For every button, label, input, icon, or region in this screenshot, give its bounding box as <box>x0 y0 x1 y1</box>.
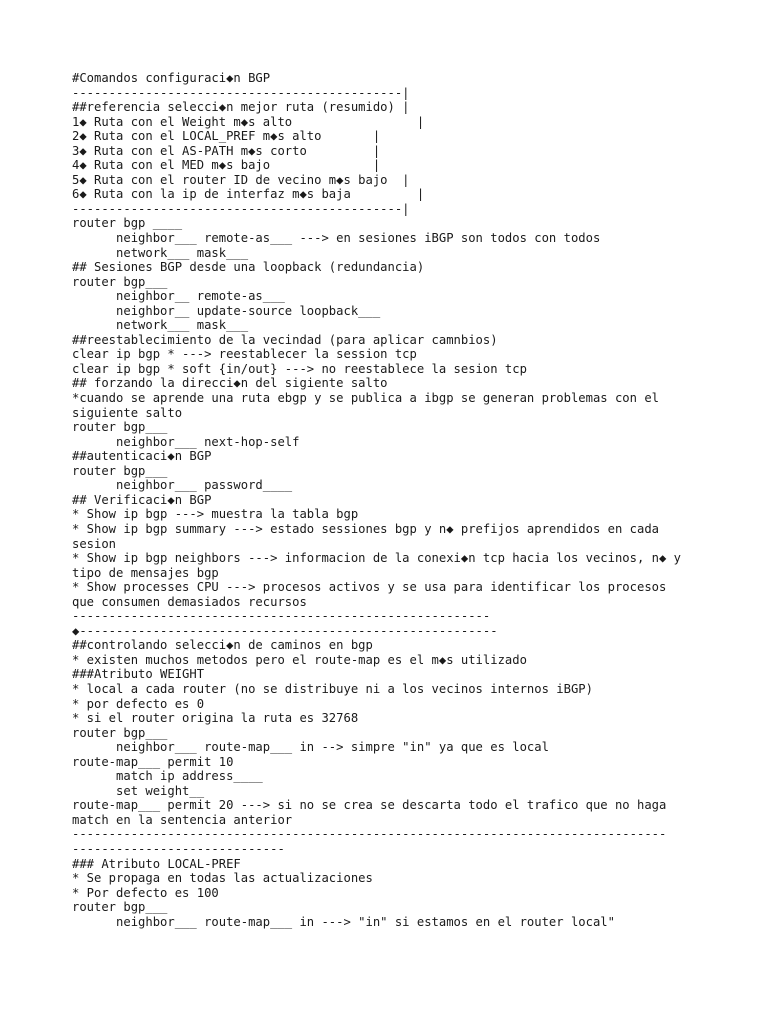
text-line: * Por defecto es 100 <box>72 885 219 900</box>
text-line: clear ip bgp * soft {in/out} ---> no reestablece la sesion tcp <box>72 361 527 376</box>
text-line: match ip address____ <box>72 769 263 784</box>
text-line: neighbor___ next-hop-self <box>72 434 300 449</box>
text-line: match en la sentencia anterior <box>72 812 293 827</box>
text-line: * Se propaga en todas las actualizaciones <box>72 871 373 886</box>
text-line: ## forzando la direcci◆n del sigiente salto <box>72 376 388 391</box>
text-line: clear ip bgp * ---> reestablecer la session tcp <box>72 347 417 362</box>
text-line: router bgp___ <box>72 900 168 915</box>
text-line: * Show processes CPU ---> procesos activos y se usa para identificar los procesos <box>72 580 667 595</box>
text-line: ### Atributo LOCAL-PREF <box>72 856 241 871</box>
text-line: network___ mask___ <box>72 245 249 260</box>
text-line: * si el router origina la ruta es 32768 <box>72 711 359 726</box>
text-line: router bgp___ <box>72 274 168 289</box>
text-line: 5◆ Ruta con el router ID de vecino m◆s bajo | <box>72 172 410 187</box>
text-line: ## Verificaci◆n BGP <box>72 492 212 507</box>
text-line: sesion <box>72 536 117 551</box>
text-line: 3◆ Ruta con el AS-PATH m◆s corto | <box>72 143 381 158</box>
text-line: router bgp ____ <box>72 216 183 231</box>
text-line: ##reestablecimiento de la vecindad (para aplicar camnbios) <box>72 332 498 347</box>
text-line: router bgp___ <box>72 463 168 478</box>
text-line: 1◆ Ruta con el Weight m◆s alto | <box>72 114 425 129</box>
text-line: ## Sesiones BGP desde una loopback (redundancia) <box>72 260 425 275</box>
text-line: *cuando se aprende una ruta ebgp y se publica a ibgp se generan problemas con el <box>72 391 659 406</box>
text-line: ◆--------------------------------------------------------- <box>72 623 498 638</box>
text-line: --------------------------------------------------------- <box>72 609 491 624</box>
text-line: --------------------------------------------------------------------------------- <box>72 827 667 842</box>
text-line: ----------------------------- <box>72 841 285 856</box>
text-line: neighbor___ route-map___ in ---> "in" si estamos en el router local" <box>72 914 615 929</box>
text-line: 6◆ Ruta con la ip de interfaz m◆s baja | <box>72 187 425 202</box>
text-line: neighbor___ password____ <box>72 478 293 493</box>
text-line: * Show ip bgp neighbors ---> informacion de la conexi◆n tcp hacia los vecinos, n◆ y <box>72 551 682 566</box>
text-line: siguiente salto <box>72 405 183 420</box>
text-line: ---------------------------------------------| <box>72 201 410 216</box>
text-line: * por defecto es 0 <box>72 696 205 711</box>
text-line: * existen muchos metodos pero el route-map es el m◆s utilizado <box>72 652 527 667</box>
text-line: network___ mask___ <box>72 318 249 333</box>
text-line: neighbor___ remote-as___ ---> en sesiones iBGP son todos con todos <box>72 231 601 246</box>
text-line: neighbor__ remote-as___ <box>72 289 285 304</box>
text-line: router bgp___ <box>72 420 168 435</box>
text-line: * local a cada router (no se distribuye ni a los vecinos internos iBGP) <box>72 681 593 696</box>
text-line: ###Atributo WEIGHT <box>72 667 205 682</box>
text-line: set weight__ <box>72 783 205 798</box>
text-line: * Show ip bgp ---> muestra la tabla bgp <box>72 507 359 522</box>
text-line: route-map___ permit 20 ---> si no se crea se descarta todo el trafico que no haga <box>72 798 667 813</box>
text-line: route-map___ permit 10 <box>72 754 234 769</box>
document-body <box>72 71 681 929</box>
text-line: neighbor___ route-map___ in --> simpre "in" ya que es local <box>72 740 549 755</box>
text-line: ##autenticaci◆n BGP <box>72 449 212 464</box>
text-line: #Comandos configuraci◆n BGP <box>72 71 271 85</box>
text-line: ##controlando selecci◆n de caminos en bgp <box>72 638 373 653</box>
text-line: 4◆ Ruta con el MED m◆s bajo | <box>72 158 381 173</box>
text-line: ---------------------------------------------| <box>72 85 410 100</box>
text-line: 2◆ Ruta con el LOCAL_PREF m◆s alto | <box>72 129 381 144</box>
text-line: * Show ip bgp summary ---> estado sessiones bgp y n◆ prefijos aprendidos en cada <box>72 521 659 536</box>
text-line: ##referencia selecci◆n mejor ruta (resumido) | <box>72 100 410 115</box>
text-line: router bgp___ <box>72 725 168 740</box>
text-line: tipo de mensajes bgp <box>72 565 219 580</box>
text-line: neighbor__ update-source loopback___ <box>72 303 381 318</box>
text-line: que consumen demasiados recursos <box>72 594 307 609</box>
